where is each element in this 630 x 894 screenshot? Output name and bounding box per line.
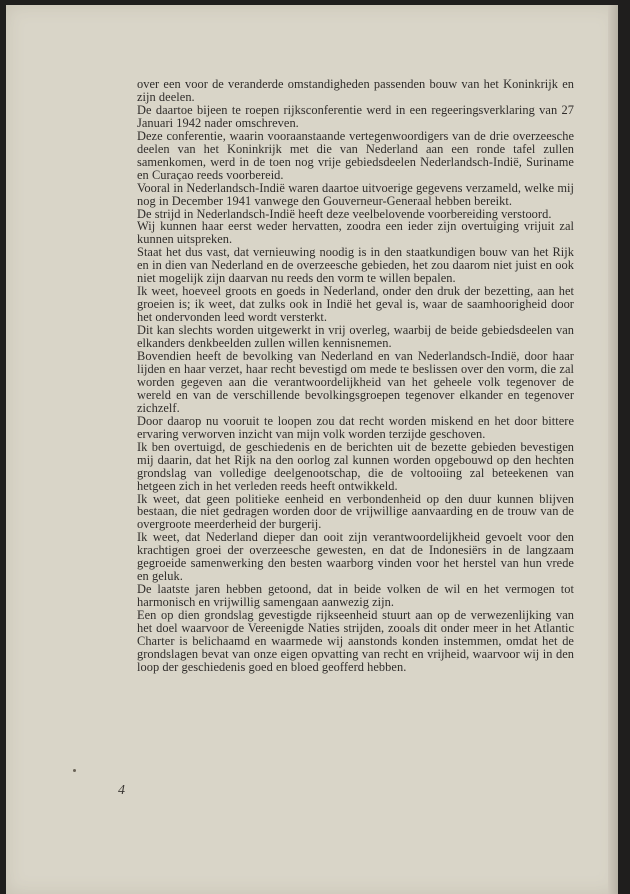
body-text	[137, 78, 574, 674]
paragraph: Wij kunnen haar eerst weder hervatten, zoodra een ieder zijn overtuiging vrijuit zal kunnen uitspreken.	[137, 219, 574, 247]
page-number: 4	[118, 783, 125, 798]
paper-spot	[73, 769, 76, 772]
paragraph: De laatste jaren hebben getoond, dat in beide volken de wil en het vermogen tot harmonisch en vrijwillig samengaan aanwezig zijn.	[137, 582, 574, 610]
paragraph: over een voor de veranderde omstandigheden passenden bouw van het Koninkrijk en zijn deelen.	[137, 77, 574, 104]
document-page	[6, 5, 618, 894]
paragraph: Staat het dus vast, dat vernieuwing noodig is in den staatkundigen bouw van het Rijk en in dien van Nederland en de overzeesche gebieden, het zou daarom niet juist en ook niet mogelijk zijn daarvan nu reeds den vorm te willen bepalen.	[137, 245, 574, 286]
paragraph: De strijd in Nederlandsch-Indië heeft deze veelbelovende voorbereiding verstoord.	[137, 206, 552, 221]
paragraph: Ik weet, dat geen politieke eenheid en verbondenheid op den duur kunnen blijven bestaan, die niet gedragen worden door de vrijwillige aanvaarding en de trouw van de overgroote meerderheid der burgerij.	[137, 491, 574, 532]
paragraph: Ik ben overtuigd, de geschiedenis en de berichten uit de bezette gebieden bevestigen mij daarin, dat het Rijk na den oorlog zal kunnen worden opgebouwd op den hechten grondslag van volledige deelgenootschap, die de voltooiing zal beteekenen van hetgeen zich in het verleden reeds heeft ontwikkeld.	[137, 439, 574, 493]
page-spine-edge	[608, 5, 618, 894]
paragraph: Een op dien grondslag gevestigde rijkseenheid stuurt aan op de verwezenlijking van het doel waarvoor de Vereenigde Naties strijden, zooals dit onder meer in het Atlantic Charter is belichaamd en waarmede wij aanstonds konden instemmen, omdat het de grondslagen bevat van onze eigen opvatting van recht en vrijheid, waarvoor wij in den loop der geschiedenis goed en bloed geofferd hebben.	[137, 608, 574, 674]
paragraph: Ik weet, dat Nederland dieper dan ooit zijn verantwoordelijkheid gevoelt voor den krachtigen groei der overzeesche gewesten, en dat de Indonesiërs in de langzaam gegroeide samenwerking den besten waarborg vinden voor het herstel van hun vrede en geluk.	[137, 530, 574, 584]
paragraph: De daartoe bijeen te roepen rijksconferentie werd in een regeeringsverklaring van 27 Januari 1942 nader omschreven.	[137, 102, 574, 130]
paragraph: Dit kan slechts worden uitgewerkt in vrij overleg, waarbij de beide gebiedsdeelen van elkanders denkbeelden zullen willen kennisnemen.	[137, 323, 574, 351]
paragraph: Door daarop nu vooruit te loopen zou dat recht worden miskend en het door bittere ervaring verworven inzicht van mijn volk worden terzijde geschoven.	[137, 413, 574, 441]
paragraph: Ik weet, hoeveel groots en goeds in Nederland, onder den druk der bezetting, aan het groeien is; ik weet, dat zulks ook in Indië het geval is, waar de saamhoorigheid door het ondervonden leed wordt versterkt.	[137, 284, 574, 325]
paragraph: Vooral in Nederlandsch-Indië waren daartoe uitvoerige gegevens verzameld, welke mij nog in December 1941 vanwege den Gouverneur-Generaal hebben bereikt.	[137, 180, 574, 208]
paragraph: Bovendien heeft de bevolking van Nederland en van Nederlandsch-Indië, door haar lijden en haar verzet, haar recht bevestigd om mede te beslissen over den vorm, die zal worden gegeven aan die verantwoordelijkheid van het geheele volk tegenover de wereld en van de verschillende bevolkingsgroepen tegenover elkander en tegenover zichzelf.	[137, 349, 574, 415]
paragraph: Deze conferentie, waarin vooraanstaande vertegenwoordigers van de drie overzeesche deelen van het Koninkrijk met die van Nederland aan een ronde tafel zullen samenkomen, werd in de toen nog vrije gebiedsdeelen Nederlandsch-Indië, Suriname en Curaçao reeds voorbereid.	[137, 128, 574, 182]
